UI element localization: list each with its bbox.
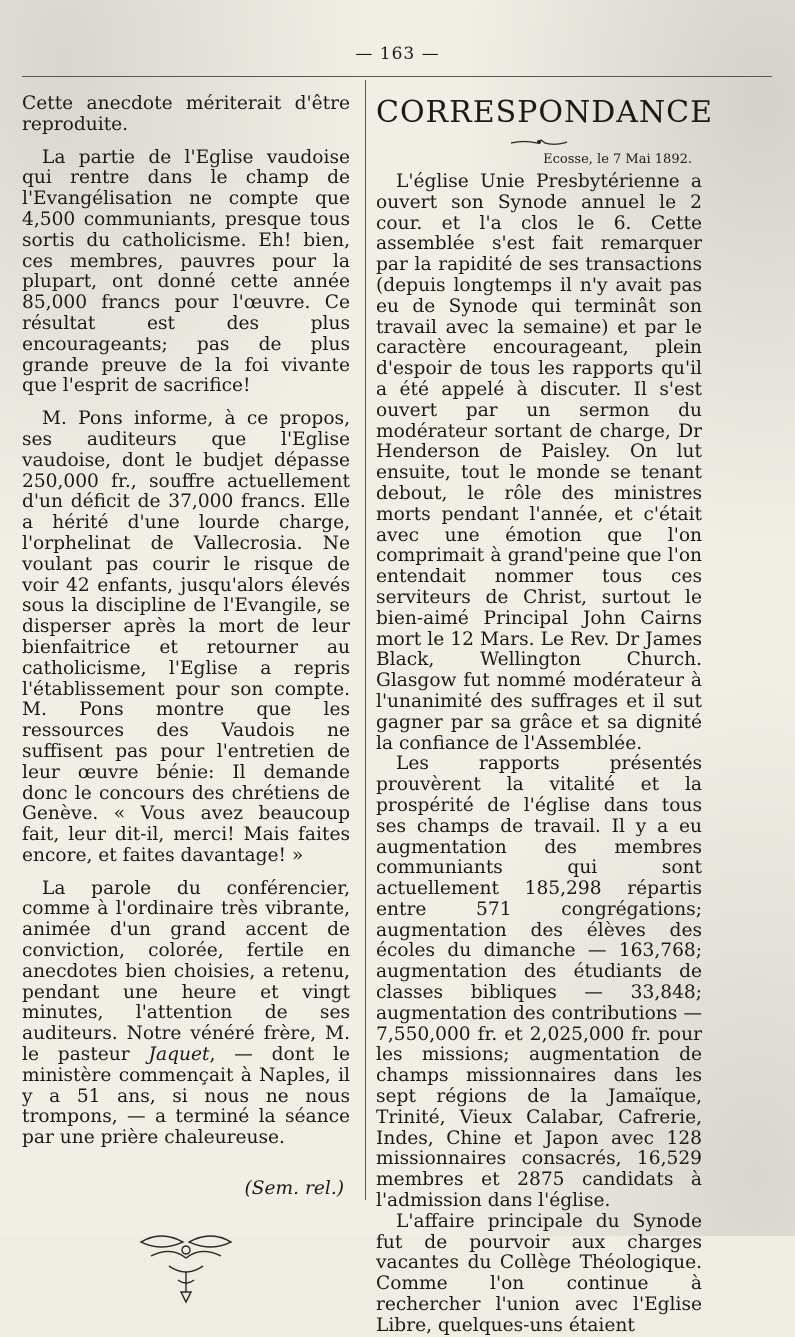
header-rule: [22, 76, 772, 77]
title-flourish-icon: [509, 136, 569, 148]
paragraph-evangelisation: La partie de l'Eglise vaudoise qui rentre dans le champ de l'Evangélisation ne compte que 4,500 communiants, presque tous sortis du catholicisme. Eh! bien, ces membres, pauvres pour la plupart, ont donné cette année 85,000 francs pour l'œuvre. Ce résultat est des plus encourageants; pas de plus grande preuve de la foi vivante que l'esprit de sacrifice!: [22, 146, 350, 397]
end-ornament-icon: [131, 1222, 241, 1312]
right-column: [376, 94, 714, 1337]
section-title: CORRESPONDANCE: [376, 95, 714, 130]
page-number: — 163 —: [355, 44, 440, 64]
dateline: Ecosse, le 7 Mai 1892.: [543, 152, 692, 167]
paragraph-conferencier-text: La parole du conférencier, comme à l'ordinaire très vibrante, animée d'un grand accent de conviction, colorée, fertile en anecdotes bien choisies, a retenu, pendant une heure et vingt minutes, l'attention de ses auditeurs. Notre vénéré frère, M. le pasteur: [22, 877, 350, 1066]
source-credit: (Sem. rel.): [244, 1178, 344, 1200]
column-divider: [365, 80, 366, 1200]
paragraph-synode: L'église Unie Presbytérienne a ouvert son Synode annuel le 2 cour. et l'a clos le 6. Cette assemblée s'est fait remarquer par la rapidité de ses transactions (depuis longtemps il n'y avait pas eu de Synode qui terminât son travail avec la semaine) et par le caractère encourageant, plein d'espoir de tous les rapports qu'il a été appelé à discuter. Il s'est ouvert par un sermon du modérateur sortant de charge, Dr Henderson de Paisley. On lut ensuite, tout le monde se tenant debout, le rôle des ministres morts pendant l'année, et c'était avec une émotion que l'on comprimait à grand'peine que l'on entendait nommer tous ces serviteurs de Christ, surtout le bien-aimé Principal John Cairns mort le 12 Mars. Le Rev. Dr James Black, Wellington Church. Glasgow fut nommé modérateur à l'unanimité des suffrages et il sut gagner par sa grâce et sa dignité la confiance de l'Assemblée.: [376, 171, 702, 754]
paragraph-conferencier-text-end: , — dont le ministère commençait à Naples, il y a 51 ans, si nous ne nous trompons, — a terminé la séance par une prière chaleureuse.: [22, 1044, 350, 1149]
paragraph-pons-informe: M. Pons informe, à ce propos, ses auditeurs que l'Eglise vaudoise, dont le budjet dépasse 250,000 fr., souffre actuellement d'un déficit de 37,000 francs. Elle a hérité d'une lourde charge, l'orphelinat de Vallecrosia. Ne voulant pas courir le risque de voir 42 enfants, jusqu'alors élevés sous la discipline de l'Evangile, se disperser après la mort de leur bienfaitrice et retourner au catholicisme, l'Eglise a repris l'établissement pour son compte. M. Pons montre que les ressources des Vaudois ne suffisent pas pour l'entretien de leur œuvre bénie: Il demande donc le concours des chrétiens de Genève. « Vous avez beaucoup fait, leur dit-il, merci! Mais faites encore, et faites davantage! »: [22, 408, 350, 866]
paragraph-conferencier: [22, 879, 350, 1149]
pasteur-name: Jaquet: [148, 1044, 210, 1066]
paragraph-rapports: Les rapports présentés prouvèrent la vitalité et la prospérité de l'église dans tous ses champs de travail. Il y a eu augmentation des membres communiants qui sont actuellement 185,298 répartis entre 571 congrégations; augmentation des élèves des écoles du dimanche — 163,768; augmentation des étudiants de classes bibliques — 33,848; augmentation des contributions — 7,550,000 fr. et 2,025,000 fr. pour les missions; augmentation de champs missionnaires dans les sept régions de la Jamaïque, Trinité, Vieux Calabar, Cafrerie, Indes, Chine et Japon avec 128 missionnaires consacrés, 16,529 membres et 2875 candidats à l'admission dans l'église.: [376, 753, 702, 1212]
left-column: [22, 94, 350, 1312]
paragraph-affaire-principale: L'affaire principale du Synode fut de pourvoir aux charges vacantes du Collège Théologique. Comme l'on continue à rechercher l'union avec l'Eglise Libre, quelques-uns étaient: [376, 1210, 702, 1336]
paragraph-anecdote: Cette anecdote mériterait d'être reproduite.: [22, 93, 350, 135]
